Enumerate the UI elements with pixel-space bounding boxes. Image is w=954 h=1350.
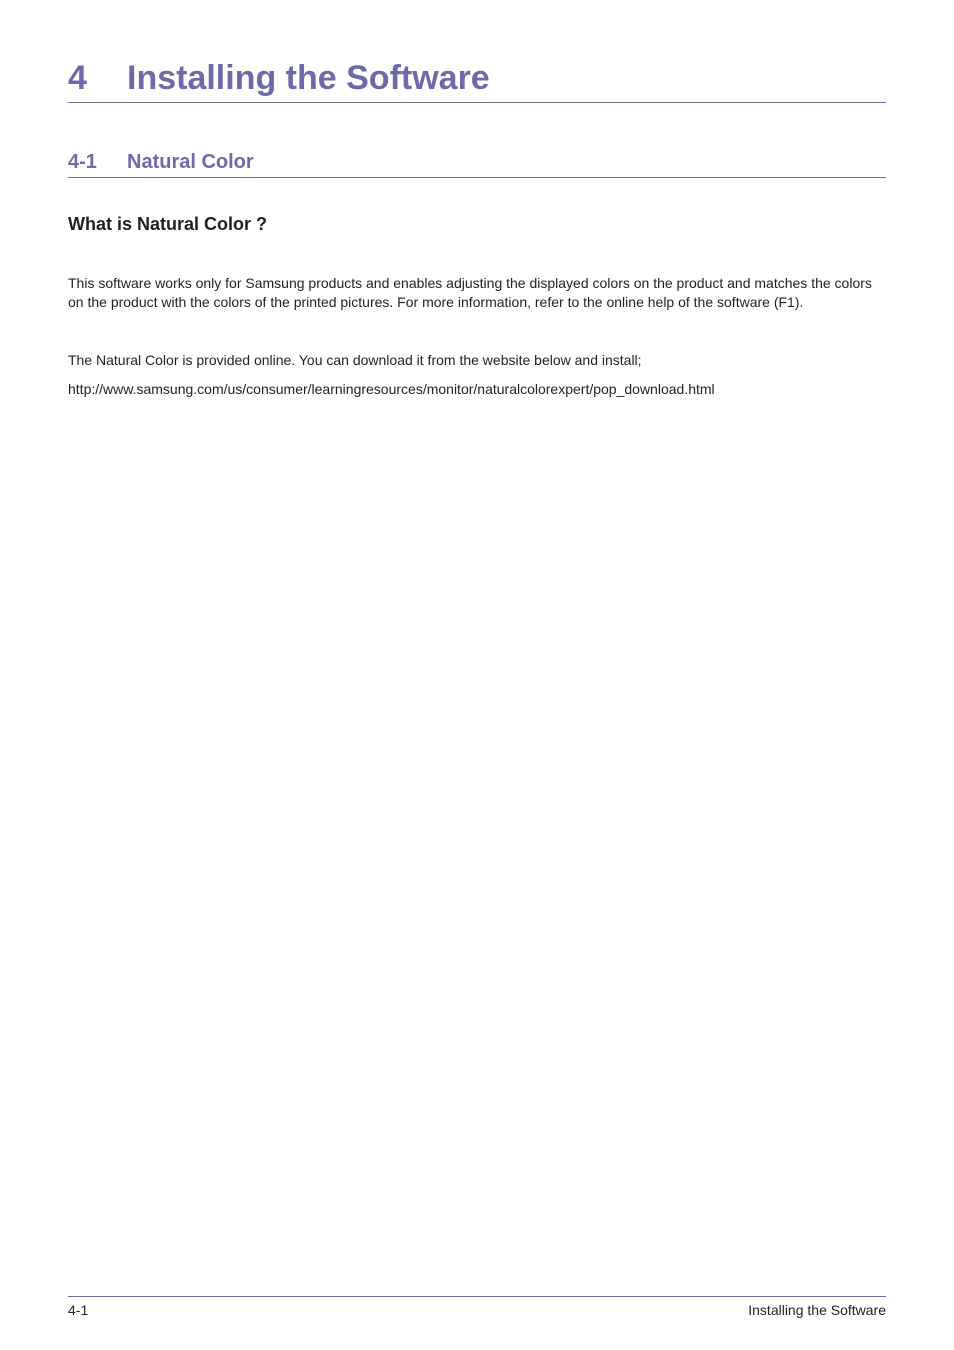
description-paragraph: This software works only for Samsung products and enables adjusting the displayed colors on the product and matches the colors on the product with the colors of the printed pictures. For more information, refer to the online help of the software (F1). <box>68 275 872 310</box>
chapter-header <box>68 56 886 103</box>
section-header <box>68 149 886 178</box>
chapter-title: Installing the Software <box>127 59 490 97</box>
subheading: What is Natural Color ? <box>68 214 268 234</box>
footer-page-number: 4-1 <box>68 1302 89 1318</box>
download-url: http://www.samsung.com/us/consumer/learningresources/monitor/naturalcolorexpert/pop_download.html <box>68 381 715 397</box>
chapter-number: 4 <box>68 59 87 97</box>
download-instructions: The Natural Color is provided online. You can download it from the website below and install; <box>68 352 642 368</box>
page-footer <box>68 1296 886 1321</box>
section-number: 4-1 <box>68 151 97 173</box>
section-title: Natural Color <box>127 151 254 173</box>
footer-chapter-title: Installing the Software <box>748 1302 886 1318</box>
